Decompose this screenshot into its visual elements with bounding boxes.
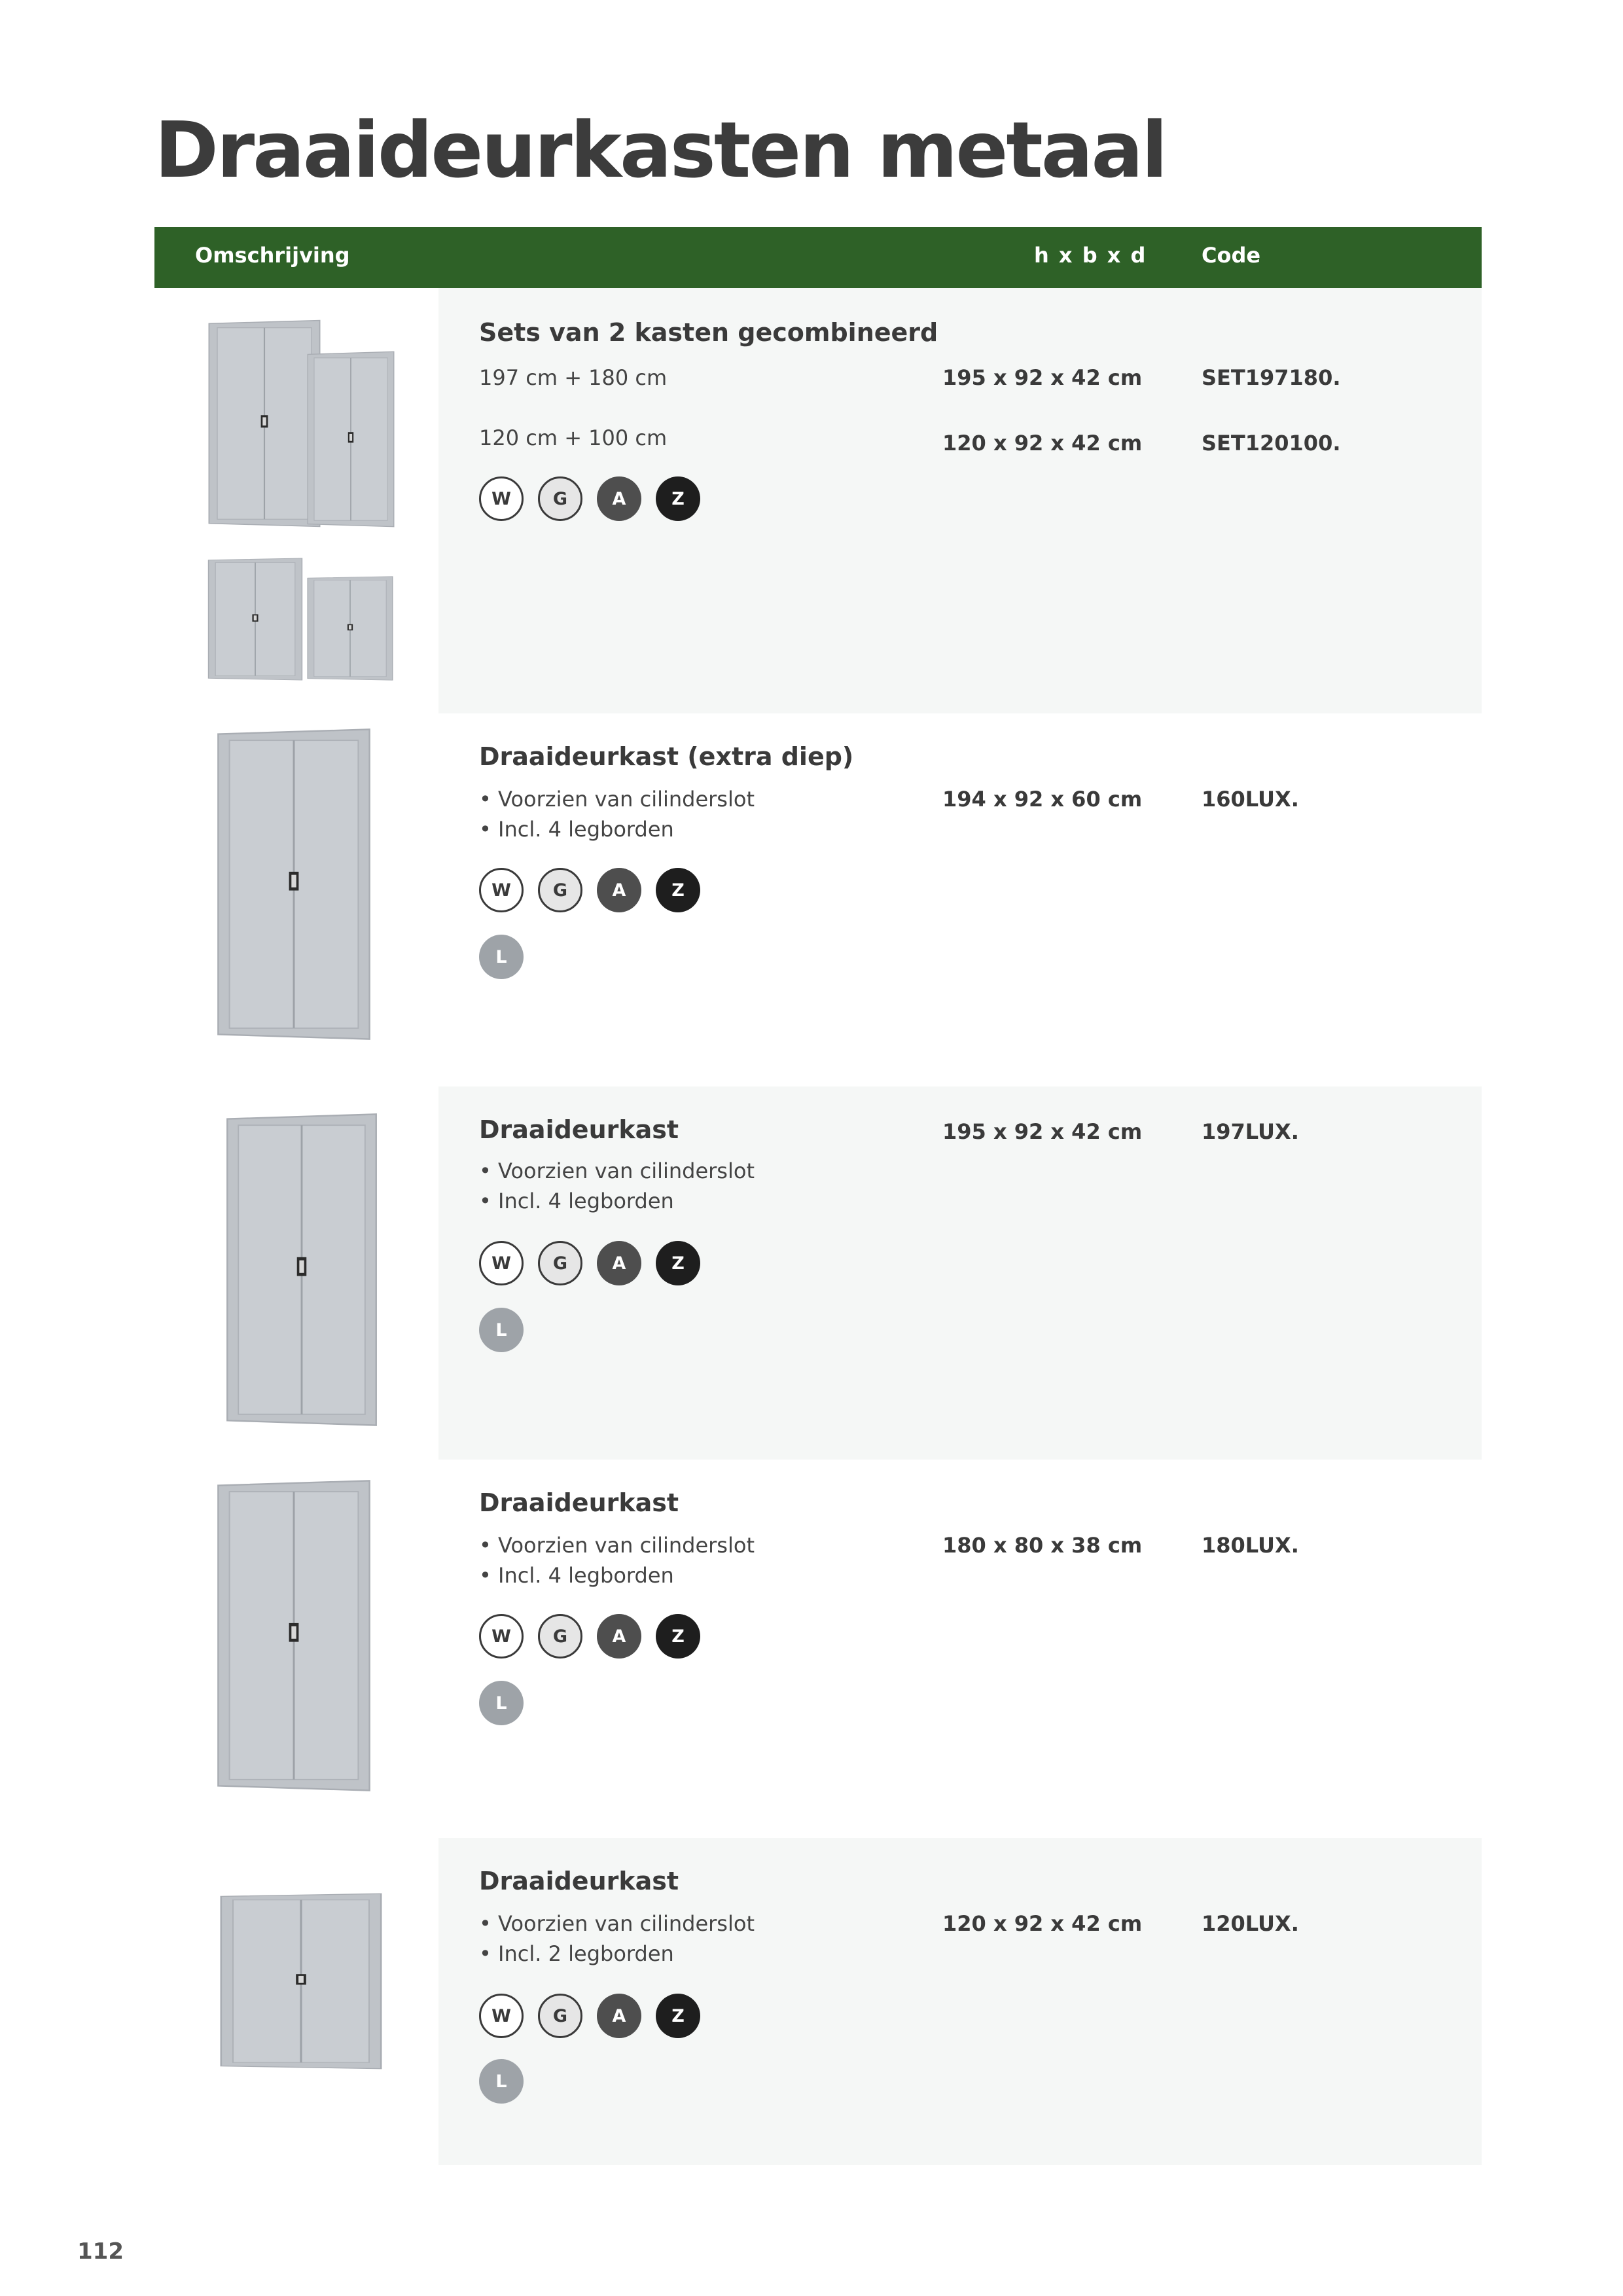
product-dimensions: 180 x 80 x 38 cm [942,1533,1143,1558]
cabinet-image [213,728,374,1041]
cabinet-set-image [305,351,397,528]
color-swatch-white[interactable]: W [479,476,524,521]
color-swatch-grey[interactable]: G [538,476,582,521]
column-header-dimensions: h x b x d [1034,243,1147,268]
cabinet-image [216,1893,386,2070]
product-name: Draaideurkast (extra diep) [479,742,854,771]
page-title: Draaideurkasten metaal [154,105,1166,195]
column-header-description: Omschrijving [195,243,350,268]
color-swatch-lightgrey[interactable]: L [479,1308,524,1352]
product-row [154,1460,1482,1833]
color-swatch-grey[interactable]: G [538,1614,582,1659]
color-swatch-black[interactable]: Z [656,1994,700,2038]
color-swatch-anthracite[interactable]: A [597,868,641,912]
color-swatch-grey[interactable]: G [538,868,582,912]
color-swatch-black[interactable]: Z [656,1614,700,1659]
product-code: SET120100. [1202,431,1341,456]
color-swatch-anthracite[interactable]: A [597,476,641,521]
color-swatch-anthracite[interactable]: A [597,1994,641,2038]
color-swatch-lightgrey[interactable]: L [479,935,524,979]
page-number: 112 [77,2238,124,2265]
product-dimensions: 195 x 92 x 42 cm [942,1119,1143,1144]
color-swatch-black[interactable]: Z [656,1241,700,1285]
color-swatch-lightgrey[interactable]: L [479,2059,524,2104]
feature-line: • Voorzien van cilinderslot [479,1911,755,1936]
color-swatch-white[interactable]: W [479,868,524,912]
color-swatch-lightgrey[interactable]: L [479,1681,524,1725]
product-code: 160LUX. [1202,787,1299,812]
product-code: SET197180. [1202,365,1341,390]
product-dimensions: 194 x 92 x 60 cm [942,787,1143,812]
color-swatch-black[interactable]: Z [656,868,700,912]
color-swatch-white[interactable]: W [479,1241,524,1285]
color-swatch-white[interactable]: W [479,1614,524,1659]
color-swatch-grey[interactable]: G [538,1994,582,2038]
cabinet-image [223,1113,381,1427]
color-swatch-anthracite[interactable]: A [597,1614,641,1659]
feature-line: • Voorzien van cilinderslot [479,1533,755,1558]
cabinet-set-image [205,558,305,681]
product-code: 180LUX. [1202,1533,1299,1558]
product-name: Draaideurkast [479,1488,679,1517]
feature-line: • Voorzien van cilinderslot [479,787,755,812]
product-panel [438,288,1482,713]
product-row [154,1086,1482,1460]
color-swatch-white[interactable]: W [479,1994,524,2038]
variant-label: 120 cm + 100 cm [479,425,668,450]
table-header [154,227,1482,288]
product-row [154,713,1482,1080]
product-name: Draaideurkast [479,1867,679,1895]
cabinet-set-image [305,576,395,681]
product-name: Sets van 2 kasten gecombineerd [479,318,938,347]
color-swatch-grey[interactable]: G [538,1241,582,1285]
product-dimensions: 120 x 92 x 42 cm [942,431,1143,456]
feature-line: • Incl. 2 legborden [479,1941,674,1966]
color-swatch-anthracite[interactable]: A [597,1241,641,1285]
cabinet-image [213,1479,374,1792]
feature-line: • Incl. 4 legborden [479,1563,674,1588]
product-row [154,1838,1482,2165]
product-row [154,288,1482,713]
product-dimensions: 195 x 92 x 42 cm [942,365,1143,390]
product-code: 120LUX. [1202,1911,1299,1936]
color-swatch-black[interactable]: Z [656,476,700,521]
feature-line: • Voorzien van cilinderslot [479,1158,755,1183]
column-header-code: Code [1202,243,1261,268]
product-name: Draaideurkast [479,1115,679,1144]
variant-label: 197 cm + 180 cm [479,365,668,390]
product-dimensions: 120 x 92 x 42 cm [942,1911,1143,1936]
product-code: 197LUX. [1202,1119,1299,1144]
feature-line: • Incl. 4 legborden [479,817,674,842]
feature-line: • Incl. 4 legborden [479,1189,674,1213]
